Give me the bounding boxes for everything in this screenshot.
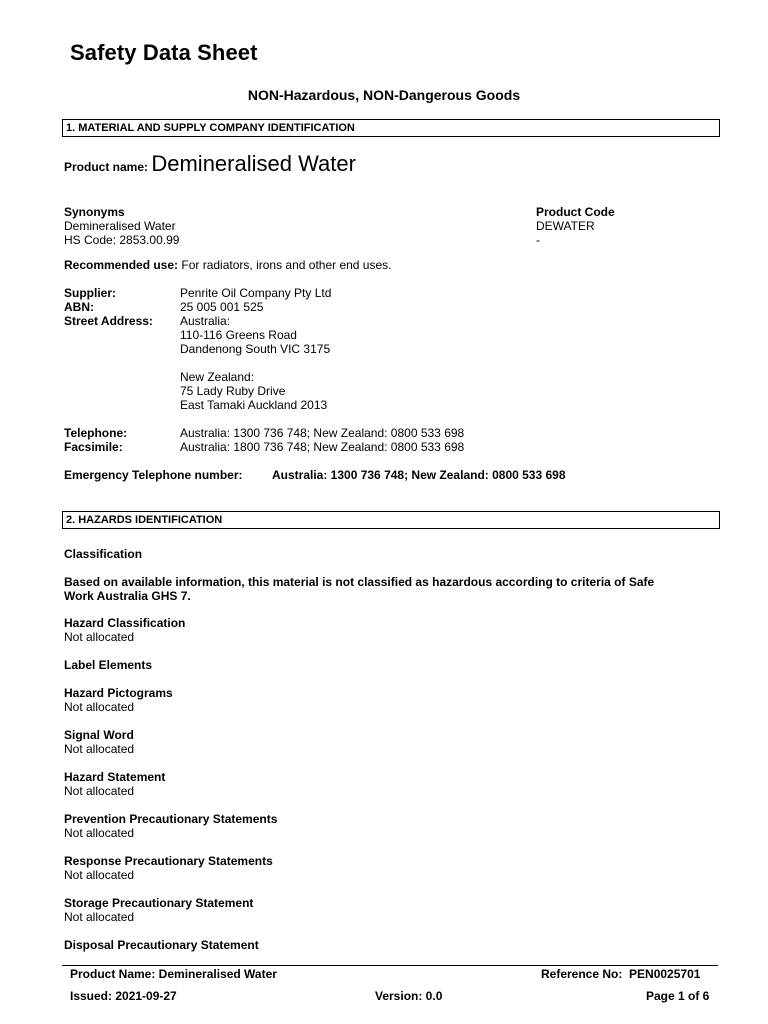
footer-reference-value: PEN0025701 <box>629 967 701 981</box>
synonyms-label: Synonyms <box>64 205 125 219</box>
response-statements-value: Not allocated <box>64 868 135 882</box>
emergency-value: Australia: 1300 736 748; New Zealand: 0800 533 698 <box>272 468 566 482</box>
document-title: Safety Data Sheet <box>70 40 258 65</box>
product-code-value: DEWATER <box>536 219 595 233</box>
document-subtitle: NON-Hazardous, NON-Dangerous Goods <box>247 87 521 103</box>
street-address-line: 110-116 Greens Road <box>180 328 297 342</box>
street-address-line: Australia: <box>180 314 231 328</box>
signal-word-heading: Signal Word <box>64 728 134 742</box>
telephone-label: Telephone: <box>64 426 128 440</box>
nz-address-line: East Tamaki Auckland 2013 <box>180 398 328 412</box>
footer-product-name: Product Name: Demineralised Water <box>70 967 277 981</box>
prevention-statements-heading: Prevention Precautionary Statements <box>64 812 278 826</box>
footer-issued: Issued: 2021-09-27 <box>70 989 177 1003</box>
hazard-pictograms-heading: Hazard Pictograms <box>64 686 173 700</box>
facsimile-label: Facsimile: <box>64 440 123 454</box>
section2-heading: 2. HAZARDS IDENTIFICATION <box>62 511 720 529</box>
telephone-value: Australia: 1300 736 748; New Zealand: 0800 533 698 <box>180 426 465 440</box>
recommended-use-label: Recommended use: <box>64 258 179 272</box>
response-statements-heading: Response Precautionary Statements <box>64 854 273 868</box>
supplier-value: Penrite Oil Company Pty Ltd <box>180 286 332 300</box>
nz-address-line: 75 Lady Ruby Drive <box>180 384 286 398</box>
storage-statement-heading: Storage Precautionary Statement <box>64 896 254 910</box>
prevention-statements-value: Not allocated <box>64 826 135 840</box>
product-name-value: Demineralised Water <box>151 151 356 176</box>
facsimile-value: Australia: 1800 736 748; New Zealand: 0800 533 698 <box>180 440 465 454</box>
street-address-label: Street Address: <box>64 314 153 328</box>
hazard-classification-value: Not allocated <box>64 630 135 644</box>
footer-reference-label: Reference No: <box>541 967 623 981</box>
label-elements-heading: Label Elements <box>64 658 153 672</box>
hazard-pictograms-value: Not allocated <box>64 700 135 714</box>
footer-version: Version: 0.0 <box>375 989 443 1003</box>
product-name-row <box>64 151 356 176</box>
footer-reference <box>541 967 700 981</box>
nz-address-line: New Zealand: <box>180 370 255 384</box>
synonym-line: HS Code: 2853.00.99 <box>64 233 180 247</box>
supplier-label: Supplier: <box>64 286 117 300</box>
emergency-label: Emergency Telephone number: <box>64 468 243 482</box>
classification-text: Based on available information, this material is not classified as hazardous according to criteria of Safe <box>64 575 655 589</box>
hazard-statement-heading: Hazard Statement <box>64 770 166 784</box>
street-address-line: Dandenong South VIC 3175 <box>180 342 331 356</box>
hazard-classification-heading: Hazard Classification <box>64 616 186 630</box>
signal-word-value: Not allocated <box>64 742 135 756</box>
section1-heading: 1. MATERIAL AND SUPPLY COMPANY IDENTIFICATION <box>62 119 720 137</box>
classification-heading: Classification <box>64 547 143 561</box>
recommended-use-row <box>64 258 392 272</box>
abn-label: ABN: <box>64 300 94 314</box>
product-code-line: - <box>536 233 540 247</box>
recommended-use-value: For radiators, irons and other end uses. <box>181 258 392 272</box>
product-code-label: Product Code <box>536 205 615 219</box>
footer-page-number: Page 1 of 6 <box>646 989 710 1003</box>
classification-text: Work Australia GHS 7. <box>64 589 191 603</box>
product-name-label: Product name: <box>64 160 149 174</box>
footer-divider <box>62 965 718 966</box>
abn-value: 25 005 001 525 <box>180 300 264 314</box>
synonym-line: Demineralised Water <box>64 219 176 233</box>
storage-statement-value: Not allocated <box>64 910 135 924</box>
hazard-statement-value: Not allocated <box>64 784 135 798</box>
disposal-statement-heading: Disposal Precautionary Statement <box>64 938 259 952</box>
